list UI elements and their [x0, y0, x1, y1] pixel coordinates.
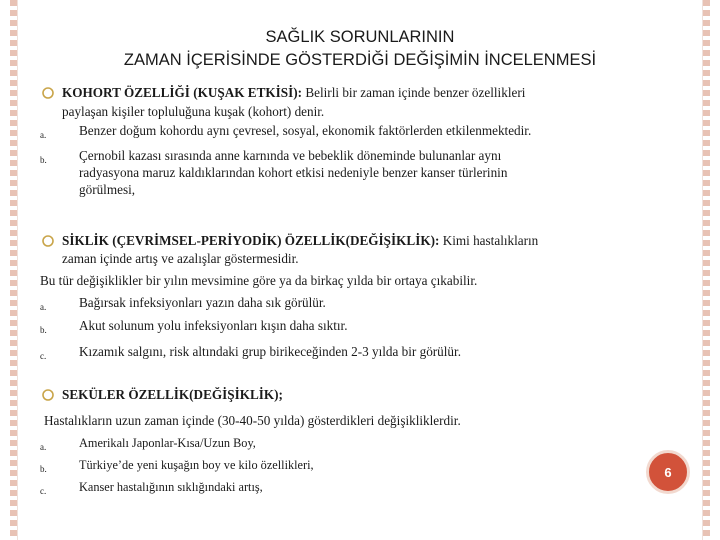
section1-item-b-line3: görülmesi, [79, 182, 136, 197]
section2-heading-row [62, 232, 538, 250]
bullet-circle-icon [40, 233, 56, 249]
list-marker: c. [40, 486, 47, 496]
section1-heading-row [62, 84, 525, 102]
page-title [0, 26, 720, 72]
section1-text-line1: Belirli bir zaman içinde benzer özellikleri [302, 85, 526, 100]
list-marker: a. [40, 442, 47, 452]
section3-item-c: Kanser hastalığının sıklığındaki artış, [79, 480, 263, 494]
section2-item-c: Kızamık salgını, risk altındaki grup birikeceğinden 2-3 yılda bir görülür. [79, 344, 461, 359]
left-decorative-border [10, 0, 18, 540]
bullet-circle-icon [40, 387, 56, 403]
bullet-circle-icon [40, 85, 56, 101]
list-marker: b. [40, 325, 47, 335]
section1-text-line2: paylaşan kişiler topluluğuna kuşak (kohort) denir. [62, 104, 325, 119]
section2-item-a: Bağırsak infeksiyonları yazın daha sık görülür. [79, 295, 326, 310]
section3-item-a: Amerikalı Japonlar-Kısa/Uzun Boy, [79, 436, 256, 450]
section2-heading: SİKLİK (ÇEVRİMSEL-PERİYODİK) ÖZELLİK(DEĞİŞİKLİK): [62, 233, 440, 248]
section1-item-b-line2: radyasyona maruz kaldıklarından kohort etkisi nedeniyle benzer kanser türlerinin [79, 165, 508, 180]
list-marker: b. [40, 155, 47, 165]
page-number-badge [646, 450, 690, 494]
list-marker: b. [40, 464, 47, 474]
page-number: 6 [664, 464, 672, 480]
section1-item-a: Benzer doğum kohordu aynı çevresel, sosyal, ekonomik faktörlerden etkilenmektedir. [79, 123, 532, 138]
section1-heading: KOHORT ÖZELLİĞİ (KUŞAK ETKİSİ): [62, 85, 303, 100]
list-marker: c. [40, 351, 47, 361]
section2-text-line3: Bu tür değişiklikler bir yılın mevsimine göre ya da birkaç yılda bir ortaya çıkabilir. [40, 273, 478, 288]
title-line-1: SAĞLIK SORUNLARININ [265, 28, 455, 46]
section3-heading-row [62, 386, 283, 404]
section3-text-line1: Hastalıkların uzun zaman içinde (30-40-50 yılda) gösterdikleri değişikliklerdir. [44, 413, 461, 428]
section3-heading: SEKÜLER ÖZELLİK(DEĞİŞİKLİK); [62, 387, 283, 402]
section3-item-b: Türkiye’de yeni kuşağın boy ve kilo özellikleri, [79, 458, 314, 472]
title-line-2: ZAMAN İÇERİSİNDE GÖSTERDİĞİ DEĞİŞİMİN İNCELENMESİ [123, 51, 597, 69]
list-marker: a. [40, 130, 47, 140]
section1-item-b-line1: Çernobil kazası sırasında anne karnında ve bebeklik döneminde bulunanlar aynı [79, 148, 502, 163]
right-decorative-border [702, 0, 710, 540]
section2-item-b: Akut solunum yolu infeksiyonları kışın daha sıktır. [79, 318, 348, 333]
section2-text-line2: zaman içinde artış ve azalışlar göstermesidir. [62, 251, 299, 266]
list-marker: a. [40, 302, 47, 312]
section2-text-line1: Kimi hastalıkların [439, 233, 539, 248]
